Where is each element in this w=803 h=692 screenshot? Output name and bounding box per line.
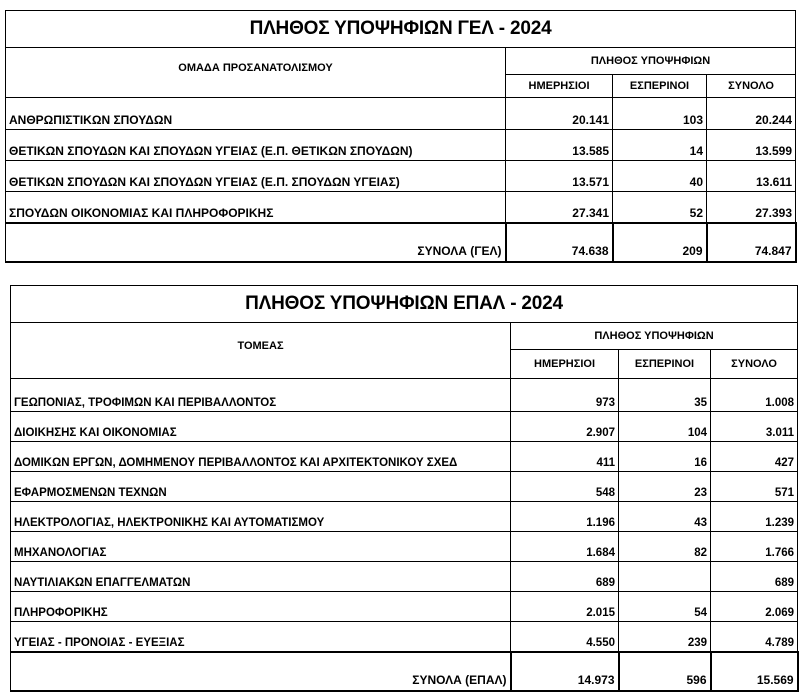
cell-day: 973 (511, 379, 619, 412)
cell-evening: 35 (619, 379, 711, 412)
totals-row (11, 652, 798, 691)
gel-candidates-table (5, 10, 797, 263)
cell-evening: 23 (619, 472, 711, 502)
epal-table-title: ΠΛΗΘΟΣ ΥΠΟΨΗΦΙΩΝ ΕΠΑΛ - 2024 (11, 286, 798, 323)
gel-row-header: ΟΜΑΔΑ ΠΡΟΣΑΝΑΤΟΛΙΣΜΟΥ (6, 48, 506, 98)
cell-day: 1.196 (511, 502, 619, 532)
totals-row (6, 223, 796, 262)
total-total: 15.569 (711, 652, 798, 691)
cell-day: 13.571 (506, 161, 613, 192)
row-label: ΥΓΕΙΑΣ - ΠΡΟΝΟΙΑΣ - ΕΥΕΞΙΑΣ (11, 622, 511, 653)
table-row (11, 532, 798, 562)
gel-col-day: ΗΜΕΡΗΣΙΟΙ (506, 75, 613, 98)
cell-evening: 43 (619, 502, 711, 532)
cell-total: 1.008 (711, 379, 798, 412)
cell-day: 1.684 (511, 532, 619, 562)
total-total: 74.847 (707, 223, 796, 262)
cell-total: 689 (711, 562, 798, 592)
cell-total: 27.393 (707, 192, 796, 224)
cell-day: 27.341 (506, 192, 613, 224)
cell-day: 548 (511, 472, 619, 502)
total-day: 14.973 (511, 652, 619, 691)
cell-evening: 104 (619, 412, 711, 442)
epal-group-header: ΠΛΗΘΟΣ ΥΠΟΨΗΦΙΩΝ (511, 323, 798, 350)
table-row (11, 592, 798, 622)
epal-col-total: ΣΥΝΟΛΟ (711, 350, 798, 379)
cell-evening: 103 (613, 98, 707, 130)
cell-total: 571 (711, 472, 798, 502)
cell-evening: 16 (619, 442, 711, 472)
table-row (11, 379, 798, 412)
cell-evening: 40 (613, 161, 707, 192)
table-row (11, 562, 798, 592)
total-day: 74.638 (506, 223, 613, 262)
table-row (11, 502, 798, 532)
cell-total: 427 (711, 442, 798, 472)
totals-label: ΣΥΝΟΛΑ (ΕΠΑΛ) (11, 652, 511, 691)
total-evening: 209 (613, 223, 707, 262)
table-row (6, 130, 796, 161)
cell-day: 20.141 (506, 98, 613, 130)
cell-total: 3.011 (711, 412, 798, 442)
cell-day: 4.550 (511, 622, 619, 653)
cell-evening (619, 562, 711, 592)
cell-total: 20.244 (707, 98, 796, 130)
gel-col-evening: ΕΣΠΕΡΙΝΟΙ (613, 75, 707, 98)
cell-total: 13.611 (707, 161, 796, 192)
cell-day: 13.585 (506, 130, 613, 161)
row-label: ΗΛΕΚΤΡΟΛΟΓΙΑΣ, ΗΛΕΚΤΡΟΝΙΚΗΣ ΚΑΙ ΑΥΤΟΜΑΤΙΣΜΟΥ (11, 502, 511, 532)
row-label: ΠΛΗΡΟΦΟΡΙΚΗΣ (11, 592, 511, 622)
row-label: ΕΦΑΡΜΟΣΜΕΝΩΝ ΤΕΧΝΩΝ (11, 472, 511, 502)
row-label: ΣΠΟΥΔΩΝ ΟΙΚΟΝΟΜΙΑΣ ΚΑΙ ΠΛΗΡΟΦΟΡΙΚΗΣ (6, 192, 506, 224)
row-label: ΔΙΟΙΚΗΣΗΣ ΚΑΙ ΟΙΚΟΝΟΜΙΑΣ (11, 412, 511, 442)
cell-total: 1.766 (711, 532, 798, 562)
table-row (6, 192, 796, 224)
row-label: ΓΕΩΠΟΝΙΑΣ, ΤΡΟΦΙΜΩΝ ΚΑΙ ΠΕΡΙΒΑΛΛΟΝΤΟΣ (11, 379, 511, 412)
table-row (11, 622, 798, 653)
gel-group-header: ΠΛΗΘΟΣ ΥΠΟΨΗΦΙΩΝ (506, 48, 796, 75)
totals-label: ΣΥΝΟΛΑ (ΓΕΛ) (6, 223, 506, 262)
table-row (11, 472, 798, 502)
table-row (11, 442, 798, 472)
row-label: ΘΕΤΙΚΩΝ ΣΠΟΥΔΩΝ ΚΑΙ ΣΠΟΥΔΩΝ ΥΓΕΙΑΣ (Ε.Π. ΣΠΟΥΔΩΝ ΥΓΕΙΑΣ) (6, 161, 506, 192)
cell-day: 411 (511, 442, 619, 472)
table-row (6, 98, 796, 130)
epal-col-day: ΗΜΕΡΗΣΙΟΙ (511, 350, 619, 379)
epal-candidates-table (10, 285, 799, 692)
row-label: ΘΕΤΙΚΩΝ ΣΠΟΥΔΩΝ ΚΑΙ ΣΠΟΥΔΩΝ ΥΓΕΙΑΣ (Ε.Π. ΘΕΤΙΚΩΝ ΣΠΟΥΔΩΝ) (6, 130, 506, 161)
cell-day: 2.015 (511, 592, 619, 622)
table-row (11, 412, 798, 442)
table-row (6, 161, 796, 192)
total-evening: 596 (619, 652, 711, 691)
cell-evening: 82 (619, 532, 711, 562)
row-label: ΜΗΧΑΝΟΛΟΓΙΑΣ (11, 532, 511, 562)
cell-evening: 239 (619, 622, 711, 653)
cell-evening: 52 (613, 192, 707, 224)
row-label: ΑΝΘΡΩΠΙΣΤΙΚΩΝ ΣΠΟΥΔΩΝ (6, 98, 506, 130)
cell-total: 13.599 (707, 130, 796, 161)
cell-total: 4.789 (711, 622, 798, 653)
cell-day: 2.907 (511, 412, 619, 442)
cell-total: 2.069 (711, 592, 798, 622)
cell-day: 689 (511, 562, 619, 592)
epal-row-header: ΤΟΜΕΑΣ (11, 323, 511, 379)
cell-total: 1.239 (711, 502, 798, 532)
epal-col-evening: ΕΣΠΕΡΙΝΟΙ (619, 350, 711, 379)
gel-col-total: ΣΥΝΟΛΟ (707, 75, 796, 98)
cell-evening: 54 (619, 592, 711, 622)
gel-table-title: ΠΛΗΘΟΣ ΥΠΟΨΗΦΙΩΝ ΓΕΛ - 2024 (6, 11, 796, 48)
row-label: ΝΑΥΤΙΛΙΑΚΩΝ ΕΠΑΓΓΕΛΜΑΤΩΝ (11, 562, 511, 592)
cell-evening: 14 (613, 130, 707, 161)
row-label: ΔΟΜΙΚΩΝ ΕΡΓΩΝ, ΔΟΜΗΜΕΝΟΥ ΠΕΡΙΒΑΛΛΟΝΤΟΣ ΚΑΙ ΑΡΧΙΤΕΚΤΟΝΙΚΟΥ ΣΧΕΔ (11, 442, 511, 472)
